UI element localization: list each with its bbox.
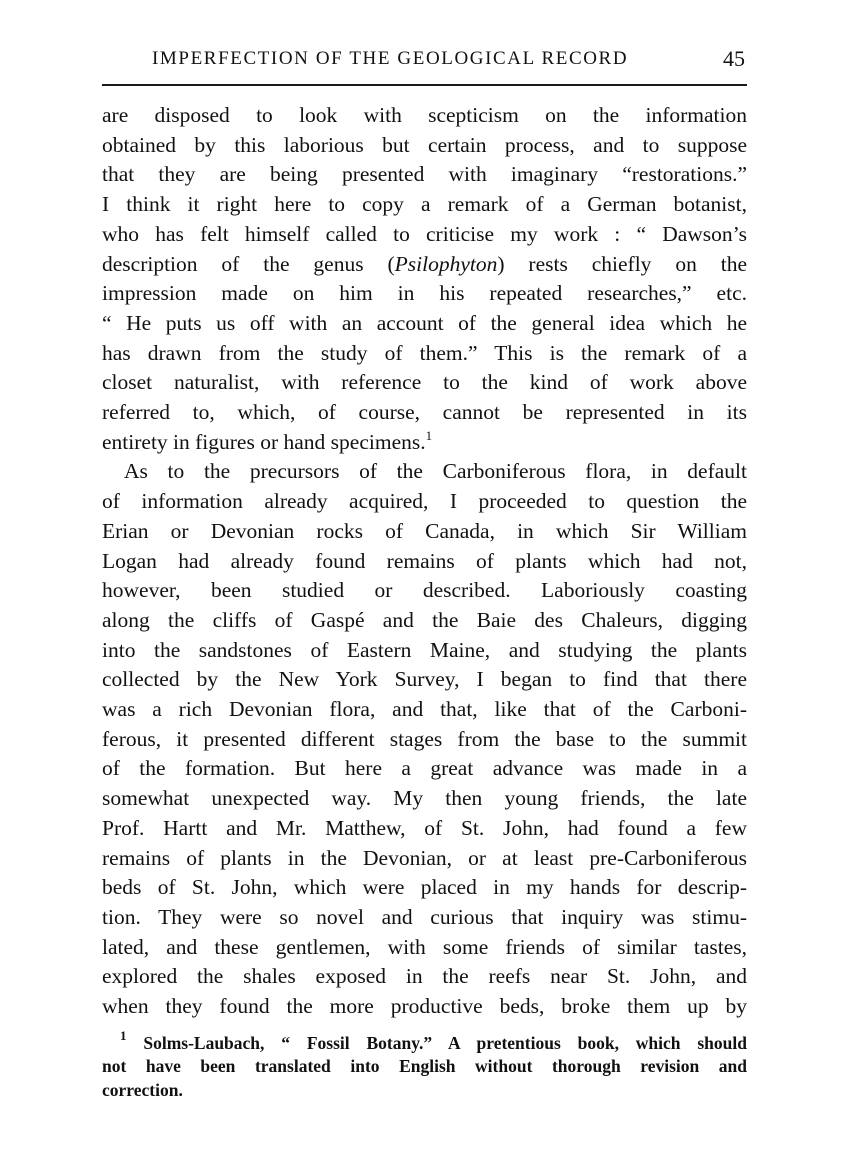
text-line: has drawn from the study of them.” This is the remark of a [102,340,747,365]
text-line: ferous, it presented different stages from the base to the summit [102,726,747,751]
text-line: Prof. Hartt and Mr. Matthew, of St. John, had found a few [102,815,747,840]
body-text [102,101,747,1022]
footnote-line: correction. [102,1079,183,1100]
text-line: explored the shales exposed in the reefs near St. John, and [102,964,747,989]
text-line [102,428,747,458]
text-line: are disposed to look with scepticism on the information [102,103,747,127]
text-line: along the cliffs of Gaspé and the Baie des Chaleurs, digging [102,607,747,632]
page-number: 45 [723,46,745,71]
text-line: who has felt himself called to criticise my work : “ Dawson’s [102,221,747,246]
book-page [102,40,747,1102]
text-line: of the formation. But here a great advance was made in a [102,756,747,781]
header-rule [102,84,747,86]
footnote [102,1027,747,1103]
footnote-marker: 1 [120,1027,127,1043]
text-line: into the sandstones of Eastern Maine, and studying the plants [102,637,747,662]
text-line: Logan had already found remains of plants which had not, [102,548,747,573]
text-line: of information already acquired, I proceeded to question the [102,489,747,514]
paragraph-2 [102,457,747,1021]
text-line: Erian or Devonian rocks of Canada, in which Sir William [102,518,747,543]
text-segment: entirety in figures or hand specimens. [102,429,426,454]
text-line: when they found the more productive beds, broke them up by [102,994,747,1019]
text-line: closet naturalist, with reference to the kind of work above [102,370,747,395]
text-line: was a rich Devonian flora, and that, like that of the Carboni- [102,697,747,722]
footnote-line: not have been translated into English without thorough revision and [102,1056,747,1077]
footnote-reference: 1 [425,427,433,443]
text-line: lated, and these gentlemen, with some friends of similar tastes, [102,934,747,959]
text-line: referred to, which, of course, cannot be represented in its [102,400,747,425]
text-line: tion. They were so novel and curious that inquiry was stimu- [102,904,747,929]
text-line: I think it right here to copy a remark of a German botanist, [102,192,747,217]
text-line: remains of plants in the Devonian, or at least pre-Carboniferous [102,845,747,870]
text-line: beds of St. John, which were placed in my hands for descrip- [102,875,747,900]
text-line: “ He puts us off with an account of the general idea which he [102,310,747,335]
genus-name: Psilophyton [394,251,498,276]
footnote-line [102,1027,747,1056]
running-title: IMPERFECTION OF THE GEOLOGICAL RECORD [152,48,629,69]
text-line: that they are being presented with imaginary “restorations.” [102,162,747,187]
footnote-text: Solms-Laubach, “ Fossil Botany.” A pretentious book, which should [143,1032,747,1053]
text-line: obtained by this laborious but certain process, and to suppose [102,132,747,157]
paragraph-1 [102,101,747,457]
text-line-genus [102,250,747,280]
text-line: As to the precursors of the Carboniferous flora, in default [124,459,747,484]
text-line: however, been studied or described. Laboriously coasting [102,578,747,603]
text-line: collected by the New York Survey, I began to find that there [102,667,747,692]
text-segment: description of the genus ( [102,251,395,276]
text-segment: ) rests chiefly on the [497,251,747,276]
text-line: impression made on him in his repeated researches,” etc. [102,281,747,306]
text-line: somewhat unexpected way. My then young friends, the late [102,786,747,811]
running-head [102,40,747,84]
